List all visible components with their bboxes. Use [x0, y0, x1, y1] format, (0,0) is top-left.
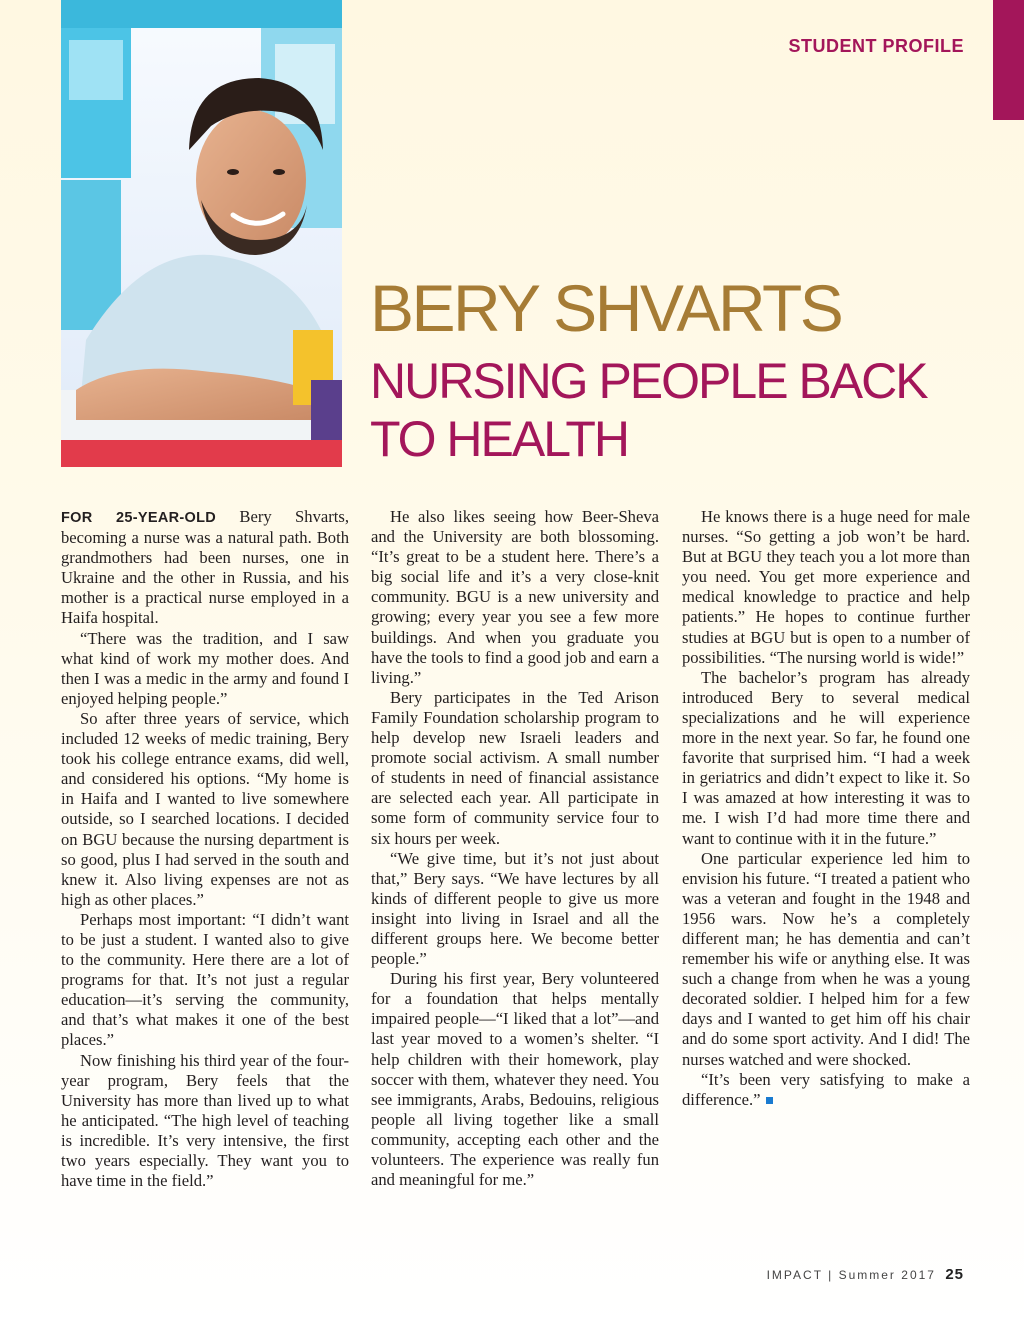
lead-in: FOR 25-YEAR-OLD [61, 510, 217, 526]
article-paragraph: “It’s been very satisfying to make a difference.” [682, 1069, 970, 1109]
article-paragraph: During his first year, Bery volunteered for a foundation that helps mentally impaired people—“I liked that a lot”—and last year moved to a women’s shelter. “I help children with their homework, play soccer with them, whatever they need. You see immigrants, Arabs, Bedouins, religious people all living together like a small community, accepting each other and the volunteers. The experience was really fun and meaningful for me.” [371, 969, 659, 1190]
section-tab-bar [993, 0, 1024, 120]
article-paragraph: Now finishing his third year of the four-year program, Bery feels that the University has more than lived up to what he anticipated. “The high level of teaching is incredible. It’s very intensive, the first two years especially. They want you to have time in the field.” [61, 1050, 349, 1191]
profile-photo [61, 0, 342, 467]
article-paragraph: Perhaps most important: “I didn’t want to be just a student. I wanted also to give to the community. Here there are a lot of programs for that. It’s not just a regular education—it’s serving the community, and that’s what makes it one of the best places.” [61, 909, 349, 1050]
page-number: 25 [945, 1266, 964, 1283]
article-column-3 [682, 507, 970, 1110]
article-paragraph: So after three years of service, which included 12 weeks of medic training, Bery took his college entrance exams, did well, and considered his options. “My home is in Haifa and I wanted to live somewhere outside, so I searched locations. I decided on BGU because the nursing department is so good, plus I had served in the south and knew it. Also living expenses are not as high as other places.” [61, 708, 349, 909]
section-label: STUDENT PROFILE [788, 36, 964, 56]
publication-info: IMPACT | Summer 2017 [766, 1268, 936, 1282]
article-column-1 [61, 507, 349, 1191]
article-paragraph: He also likes seeing how Beer-Sheva and the University are both blossoming. “It’s great to be a student here. There’s a big social life and it’s a very close-knit community. BGU is a new university and growing; every year you see a few more buildings. And when you graduate you have the tools to find a good job and earn a living.” [371, 507, 659, 687]
article-paragraph: FOR 25-YEAR-OLD Bery Shvarts, becoming a nurse was a natural path. Both grandmothers had been nurses, one in Ukraine and the other in Russia, and his mother is a practical nurse employed in a Haifa hospital. [61, 507, 349, 628]
article-paragraph: Bery participates in the Ted Arison Family Foundation scholarship program to help develop new Israeli leaders and promote social activism. A small number of students in need of financial assistance are selected each year. All participate in some form of community service four to six hours per week. [371, 687, 659, 848]
article-subtitle: NURSING PEOPLE BACK TO HEALTH [370, 353, 927, 467]
page-footer [767, 1266, 964, 1283]
article-paragraph: He knows there is a huge need for male nurses. “So getting a job won’t be hard. But at BGU they teach you a lot more than you need. You get more experience and medical knowledge to practice and help patients.” He hopes to continue further studies at BGU but is open to a number of possibilities. “The nursing world is wide!” [682, 507, 970, 667]
article-paragraph: The bachelor’s program has already introduced Bery to several medical specializations and he will experience more in the next year. So far, he found one favorite that surprised him. “I had a week in geriatrics and didn’t expect to like it. So I was amazed at how interesting it was to me. I wish I’d had more time there and want to continue with it in the future.” [682, 667, 970, 848]
article-title: BERY SHVARTS [370, 271, 842, 345]
article-paragraph: “There was the tradition, and I saw what kind of work my mother does. And then I was a medic in the army and found I enjoyed helping people.” [61, 628, 349, 708]
article-paragraph: “We give time, but it’s not just about that,” Bery says. “We have lectures by all kinds of different people to give us more insight into living in Israel and all the different groups here. We become better people.” [371, 848, 659, 969]
article-paragraph: One particular experience led him to envision his future. “I treated a patient who was a veteran and fought in the 1948 and 1956 wars. Now he’s a completely different man; he has dementia and can’t remember his wife or anything else. It was such a change from when he was a young decorated soldier. I helped him for a few days and I wanted to get him off his chair and do some sport activity. And I did! The nurses watched and were shocked. [682, 848, 970, 1069]
end-of-article-mark [766, 1097, 773, 1104]
article-column-2 [371, 507, 659, 1190]
